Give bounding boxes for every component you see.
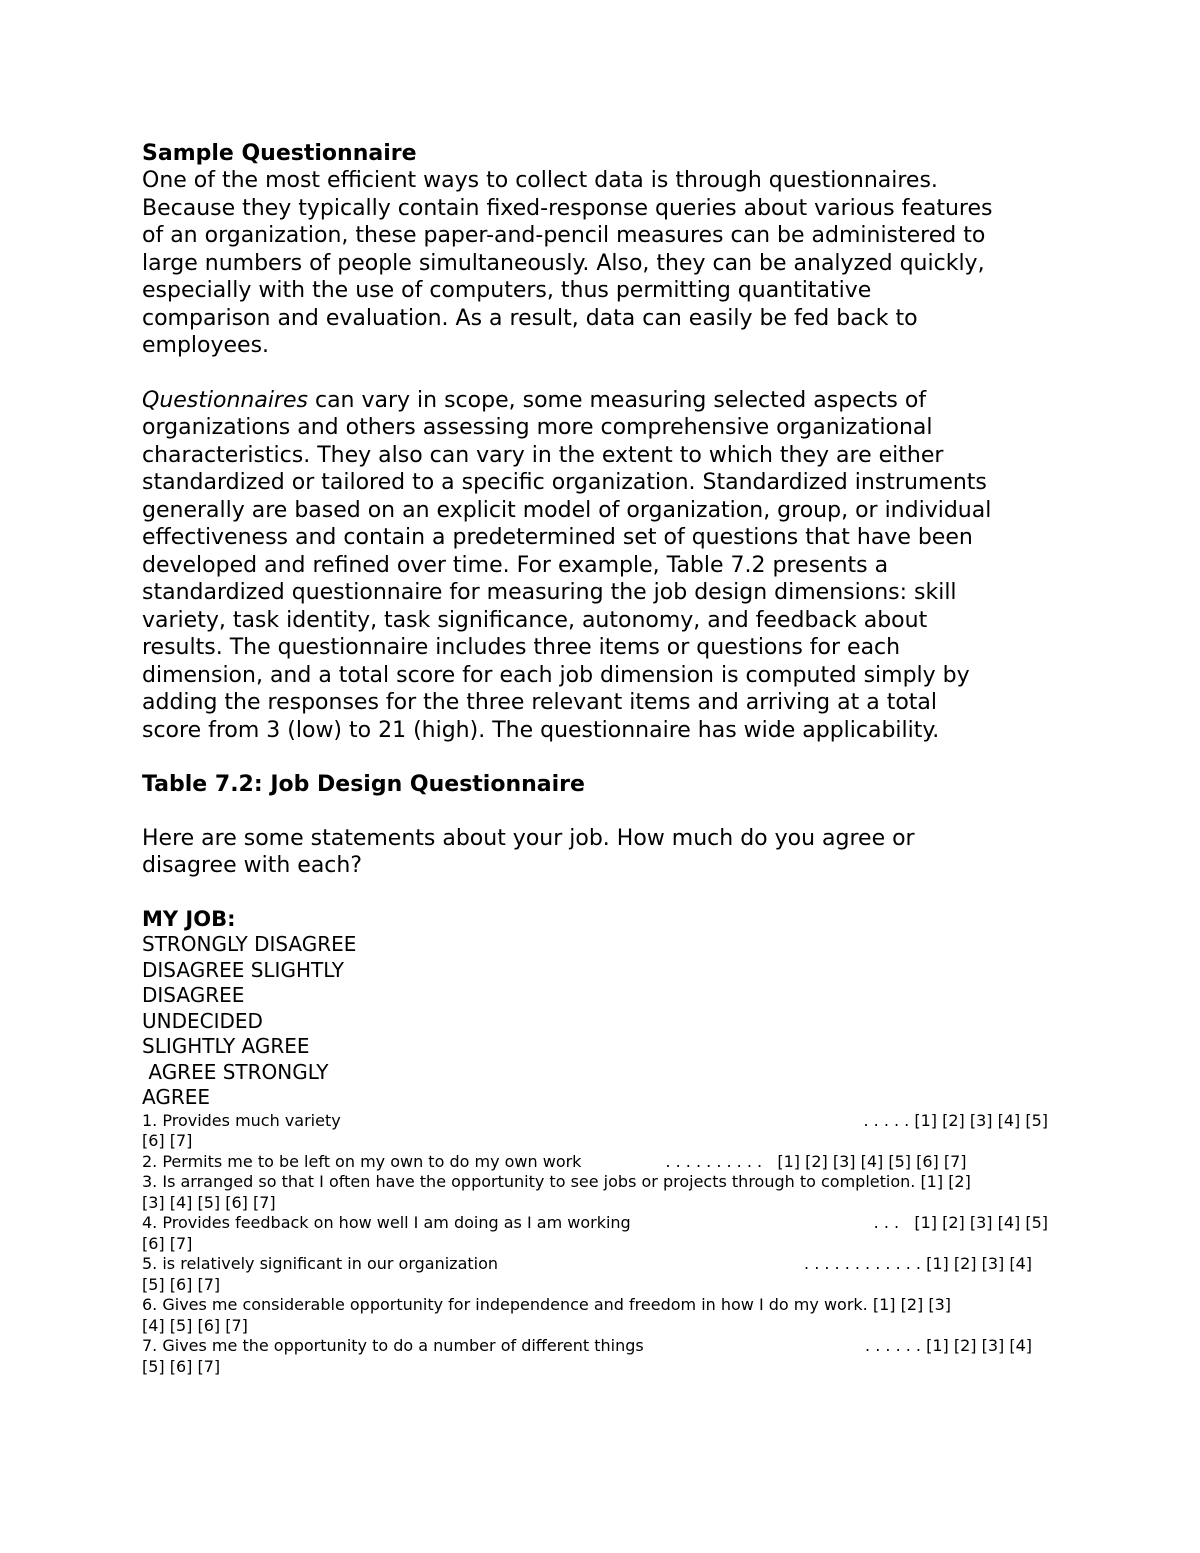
paragraph-line: employees.: [142, 333, 270, 358]
paragraph-line: dimension, and a total score for each job dimension is computed simply by: [142, 662, 970, 688]
paragraph-line: effectiveness and contain a predetermined set of questions that have been: [142, 525, 973, 550]
question-item: [142, 1111, 1062, 1152]
question-text: 4. Provides feedback on how well I am doing as I am working: [142, 1213, 631, 1232]
paragraph-line: of an organization, these paper-and-pencil measures can be administered to: [142, 223, 986, 248]
my-job-label: MY JOB:: [142, 907, 236, 931]
paragraph-line: standardized questionnaire for measuring the job design dimensions: skill: [142, 580, 957, 605]
paragraph-line: organizations and others assessing more comprehensive organizational: [142, 415, 933, 440]
question-text: 6. Gives me considerable opportunity for independence and freedom in how I do my work. [1] [2] [3]: [142, 1295, 951, 1314]
scale-option: AGREE: [142, 1085, 210, 1109]
question-responses: . . . . . . . . . . . . [1] [2] [3] [4]: [804, 1254, 1032, 1273]
question-item: [142, 1295, 1062, 1336]
paragraph-line: developed and refined over time. For example, Table 7.2 presents a: [142, 552, 889, 578]
question-responses: . . . . . . . . . . [1] [2] [3] [4] [5] [6] [7]: [665, 1151, 967, 1171]
question-item: [142, 1172, 1062, 1213]
spacer: [142, 798, 1062, 825]
question-responses-wrap: [4] [5] [6] [7]: [142, 1315, 248, 1335]
question-responses-wrap: [5] [6] [7]: [142, 1274, 221, 1294]
scale-option: SLIGHTLY AGREE: [142, 1034, 310, 1058]
paragraph-text: can vary in scope, some measuring selected aspects of: [307, 387, 927, 413]
question-text: 3. Is arranged so that I often have the opportunity to see jobs or projects through to completion. [1] [2]: [142, 1172, 971, 1191]
paragraph-line: generally are based on an explicit model of organization, group, or individual: [142, 497, 992, 523]
paragraph-line: adding the responses for the three relevant items and arriving at a total: [142, 690, 937, 715]
scale-option: STRONGLY DISAGREE: [142, 932, 357, 956]
question-item: [142, 1213, 1062, 1254]
question-text: 5. is relatively significant in our organization: [142, 1254, 499, 1273]
question-text: 7. Gives me the opportunity to do a number of different things: [142, 1336, 644, 1355]
intro-paragraph: [142, 167, 1062, 360]
question-responses: . . . [1] [2] [3] [4] [5]: [873, 1213, 1048, 1232]
questionnaires-paragraph: [142, 387, 1062, 745]
question-text: 2. Permits me to be left on my own to do my own work: [142, 1151, 582, 1171]
question-responses: . . . . . . [1] [2] [3] [4]: [865, 1336, 1032, 1355]
response-scale: [142, 932, 1062, 1111]
paragraph-line: variety, task identity, task significance, autonomy, and feedback about: [142, 607, 928, 633]
scale-option: UNDECIDED: [142, 1008, 263, 1033]
intro-line: disagree with each?: [142, 853, 363, 878]
document-title: Sample Questionnaire: [142, 141, 417, 166]
paragraph-line: especially with the use of computers, thus permitting quantitative: [142, 278, 872, 303]
scale-option: AGREE STRONGLY: [142, 1059, 329, 1084]
scale-option: DISAGREE: [142, 983, 245, 1007]
paragraph-line: One of the most efficient ways to collect data is through questionnaires.: [142, 168, 938, 193]
paragraph-line: standardized or tailored to a specific organization. Standardized instruments: [142, 470, 987, 495]
paragraph-line: [142, 387, 1062, 415]
question-item: [142, 1254, 1062, 1295]
question-list: [142, 1111, 1062, 1378]
question-responses-wrap: [6] [7]: [142, 1131, 193, 1150]
spacer: [142, 744, 1062, 771]
spacer: [142, 879, 1062, 906]
paragraph-line: Because they typically contain fixed-response queries about various features: [142, 195, 993, 221]
question-text: 1. Provides much variety: [142, 1110, 341, 1130]
paragraph-line: results. The questionnaire includes three items or questions for each: [142, 635, 901, 660]
italic-term: Questionnaires: [142, 387, 308, 413]
question-responses-wrap: [5] [6] [7]: [142, 1356, 221, 1376]
table-intro: [142, 825, 1062, 879]
question-responses-wrap: [3] [4] [5] [6] [7]: [142, 1192, 276, 1212]
paragraph-line: score from 3 (low) to 21 (high). The questionnaire has wide applicability.: [142, 717, 940, 743]
spacer: [142, 360, 1062, 387]
paragraph-line: comparison and evaluation. As a result, data can easily be fed back to: [142, 305, 918, 331]
question-item: [142, 1336, 1062, 1377]
scale-option: DISAGREE SLIGHTLY: [142, 957, 344, 982]
intro-line: Here are some statements about your job. How much do you agree or: [142, 826, 915, 851]
paragraph-line: large numbers of people simultaneously. Also, they can be analyzed quickly,: [142, 250, 985, 276]
question-item: [142, 1152, 1062, 1173]
document-page: [142, 140, 1062, 1377]
paragraph-line: characteristics. They also can vary in the extent to which they are either: [142, 442, 944, 468]
question-responses-wrap: [6] [7]: [142, 1233, 193, 1253]
table-title: Table 7.2: Job Design Questionnaire: [142, 772, 585, 797]
question-responses: . . . . . [1] [2] [3] [4] [5]: [863, 1110, 1048, 1130]
